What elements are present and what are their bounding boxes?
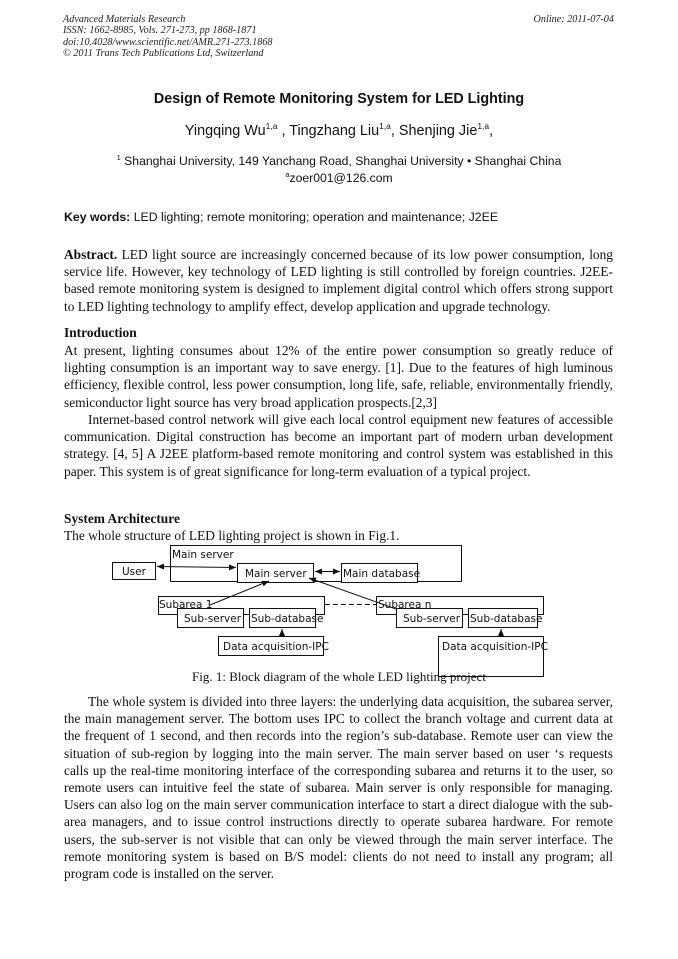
sub-database-n-label: Sub-database [470,613,543,625]
ipc-n-label: Data acquisition-IPC [442,641,548,653]
affiliation-sup: 1 [116,153,121,162]
main-server-label: Main server [245,568,307,580]
architecture-paragraph-text: The whole system is divided into three layers: the underlying data acquisition, the subarea server, the main management server. The bottom uses IPC to collect the branch voltage and current data at the frequent of 1 second, and then records into the region’s sub-database. Remote user can view the situation of sub-region by logging into the main server. The main server based on user ‘s requests calls up the real-time monitoring interface of the corresponding subarea and returns it to the user, so remote users can intuitive feel the state of subarea. Main server is only responsible for managing. Users can also log on the main server communication interface to start a direct dialogue with the sub-area managers, and to issue control instructions directly to operate subarea hardware. For remote users, the sub-server is not visible that can only be viewed through the main server interface. The remote monitoring system is based on B/S model: clients do not need to install any program; all program code is installed on the server. [64,694,613,882]
main-group-label: Main server [172,549,234,561]
copyright-line: © 2011 Trans Tech Publications Ltd, Switzerland [63,48,264,60]
author-sup: 1,a [265,121,278,131]
doi-line: doi:10.4028/www.scientific.net/AMR.271-273.1868 [63,36,273,48]
main-database-label: Main database [343,568,421,580]
author-sep: , [277,123,290,139]
introduction-paragraph-2-text: Internet-based control network will give each local control equipment new features of accessible communication. Digital construction has become an important part of modern urban development strategy. [4, 5] A J2EE platform-based remote monitoring and control system was established in this paper. This system is of great significance for long-term evaluation of a typical project. [64,412,613,479]
architecture-paragraph [64,693,613,882]
paper-title: Design of Remote Monitoring System for LED Lighting [153,91,525,107]
introduction-paragraph-1: At present, lighting consumes about 12% of the entire power consumption so greatly reduce of lighting consumption is an important way to save energy. [1]. Due to the features of high luminous efficiency, flexible control, less power consumption, long life, safe, reliable, environmentally friendly, semiconductor light source has very broad application prospects.[2,3] [64,343,613,410]
author-name: Tingzhang Liu [289,123,380,139]
abstract-label: Abstract. [64,247,118,262]
author-sep: , [489,123,494,139]
sub-server-n-label: Sub-server [403,613,461,625]
online-date: Online: 2011-07-04 [533,14,614,25]
author-sep: , [390,123,399,139]
keywords-text: LED lighting; remote monitoring; operation and maintenance; J2EE [130,210,499,224]
affiliation-text: Shanghai University, 149 Yanchang Road, Shanghai University • Shanghai China [120,154,562,168]
subarea-n-label: Subarea n [378,599,432,611]
introduction-heading: Introduction [64,325,137,340]
subarea-1-label: Subarea 1 [159,599,213,611]
sub-database-1-label: Sub-database [251,613,324,625]
architecture-intro: The whole structure of LED lighting project is shown in Fig.1. [64,528,400,543]
journal-name: Advanced Materials Research [63,14,186,25]
user-main-arrow [157,567,236,568]
email-text[interactable]: zoer001@126.com [289,171,393,185]
architecture-heading: System Architecture [64,511,180,526]
keywords-label: Key words: [64,210,131,224]
user-label: User [122,566,146,578]
email-sup: a [285,170,290,179]
issn-line: ISSN: 1662-8985, Vols. 271-273, pp 1868-1871 [63,25,257,37]
author-name: Shenjing Jie [398,123,478,139]
author-name: Yingqing Wu [184,123,266,139]
figure-caption: Fig. 1: Block diagram of the whole LED lighting project [192,669,486,684]
author-sup: 1,a [477,121,490,131]
sub-server-1-label: Sub-server [184,613,242,625]
ipc-1-label: Data acquisition-IPC [223,641,329,653]
abstract-text: LED light source are increasingly concerned because of its low power consumption, long service life. However, key technology of LED lighting is still controlled by foreign countries. J2EE-based remote monitoring system is designed to implement digital control which offers strong support to LED lighting technology to amplify effect, develop application and upgrade technology. [64,247,613,314]
subarea1-to-main-arrow [210,581,269,605]
author-sup: 1,a [379,121,391,131]
